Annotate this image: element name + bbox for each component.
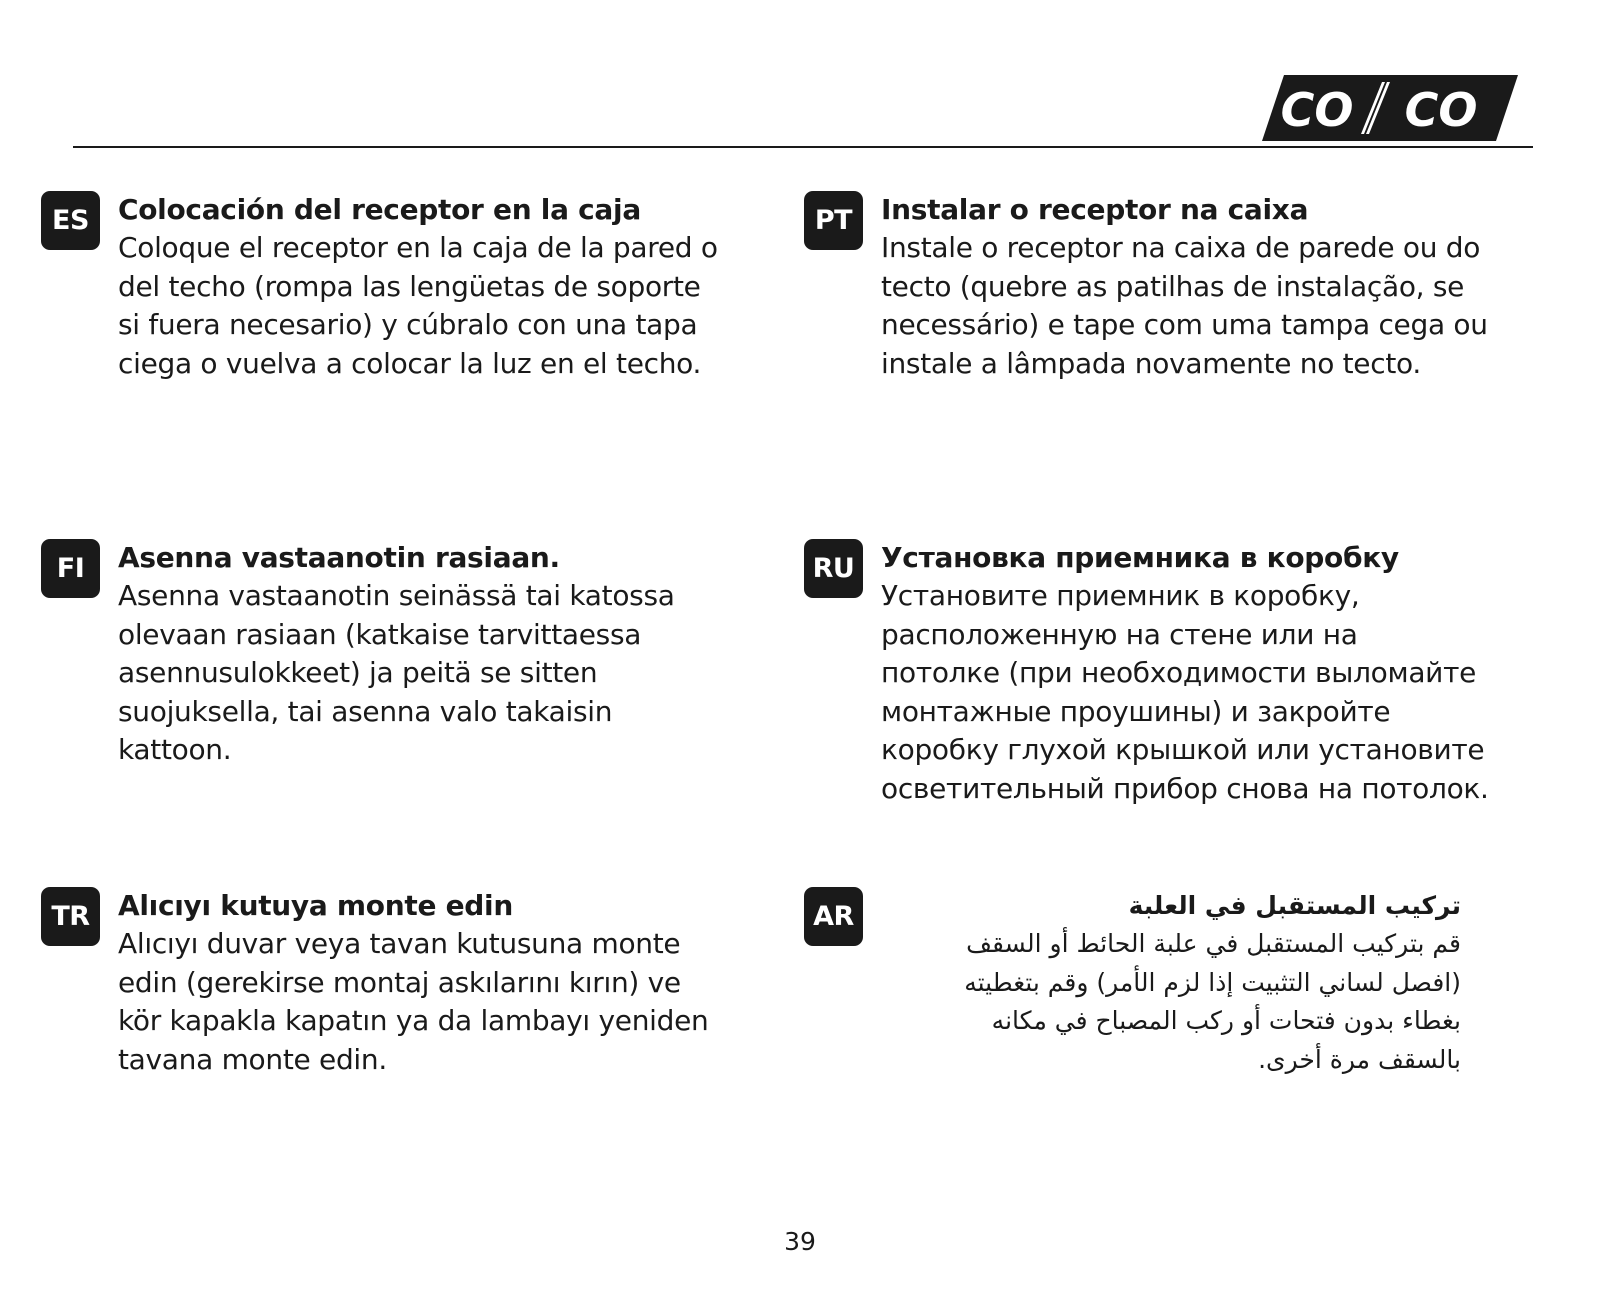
section-title: Instalar o receptor na caixa [881, 193, 1309, 226]
body-line: kör kapakla kapatın ya da lambayı yeniden [118, 1004, 709, 1037]
body-line: расположенную на стене или на [881, 617, 1358, 651]
section-body [881, 925, 1461, 1079]
body-line: Asenna vastaanotin seinässä tai katossa [118, 579, 675, 612]
body-line: si fuera necesario) y cúbralo con una tapa [118, 308, 698, 341]
body-line: edin (gerekirse montaj askılarını kırın) ve [118, 965, 681, 999]
body-line: instale a lâmpada novamente no tecto. [881, 346, 1421, 380]
section-body [118, 229, 778, 383]
section-body [118, 577, 778, 770]
section-title: Alıcıyı kutuya monte edin [118, 889, 513, 922]
body-line: olevaan rasiaan (katkaise tarvittaessa [118, 617, 642, 651]
body-line: Установите приемник в коробку, [881, 579, 1360, 612]
coco-logo [1262, 75, 1518, 141]
body-line: осветительный прибор снова на потолок. [881, 771, 1489, 805]
section-title: Colocación del receptor en la caja [118, 193, 641, 226]
body-line: Coloque el receptor en la caja de la pared o [118, 231, 718, 264]
svg-text:CO: CO [1404, 83, 1478, 137]
page-number: 39 [784, 1227, 816, 1256]
body-line: Instale o receptor na caixa de parede ou do [881, 231, 1481, 264]
language-badge-pt: PT [804, 191, 863, 250]
section-title: Установка приемника в коробку [881, 541, 1399, 574]
header-rule [73, 146, 1533, 148]
body-line: kattoon. [118, 733, 232, 766]
body-line: ciega o vuelva a colocar la luz en el techo. [118, 346, 702, 380]
section-body [118, 925, 778, 1079]
section-body [881, 577, 1541, 808]
body-line: коробку глухой крышкой или установите [881, 733, 1485, 766]
body-line: necessário) e tape com uma tampa cega ou [881, 308, 1488, 341]
body-line: tecto (quebre as patilhas de instalação, se [881, 269, 1465, 303]
language-badge-tr: TR [41, 887, 100, 946]
language-badge-es: ES [41, 191, 100, 250]
language-badge-fi: FI [41, 539, 100, 598]
language-badge-ru: RU [804, 539, 863, 598]
body-line: asennusulokkeet) ja peitä se sitten [118, 656, 598, 689]
body-line: потолке (при необходимости выломайте [881, 656, 1477, 689]
body-line: بالسقف مرة أخرى. [1258, 1044, 1461, 1074]
section-title: تركيب المستقبل في العلبة [1128, 891, 1461, 920]
body-line: del techo (rompa las lengüetas de soporte [118, 269, 701, 303]
svg-text:CO: CO [1280, 83, 1354, 137]
body-line: (افصل لساني التثبيت إذا لزم الأمر) وقم بتغطيته [964, 967, 1461, 997]
body-line: suojuksella, tai asenna valo takaisin [118, 694, 613, 728]
body-line: монтажные проушины) и закройте [881, 694, 1391, 728]
section-body [881, 229, 1541, 383]
body-line: قم بتركيب المستقبل في علبة الحائط أو السقف [966, 929, 1461, 958]
section-title: Asenna vastaanotin rasiaan. [118, 541, 560, 574]
body-line: بغطاء بدون فتحات أو ركب المصباح في مكانه [991, 1006, 1461, 1035]
body-line: tavana monte edin. [118, 1042, 387, 1076]
language-badge-ar: AR [804, 887, 863, 946]
body-line: Alıcıyı duvar veya tavan kutusuna monte [118, 927, 681, 960]
